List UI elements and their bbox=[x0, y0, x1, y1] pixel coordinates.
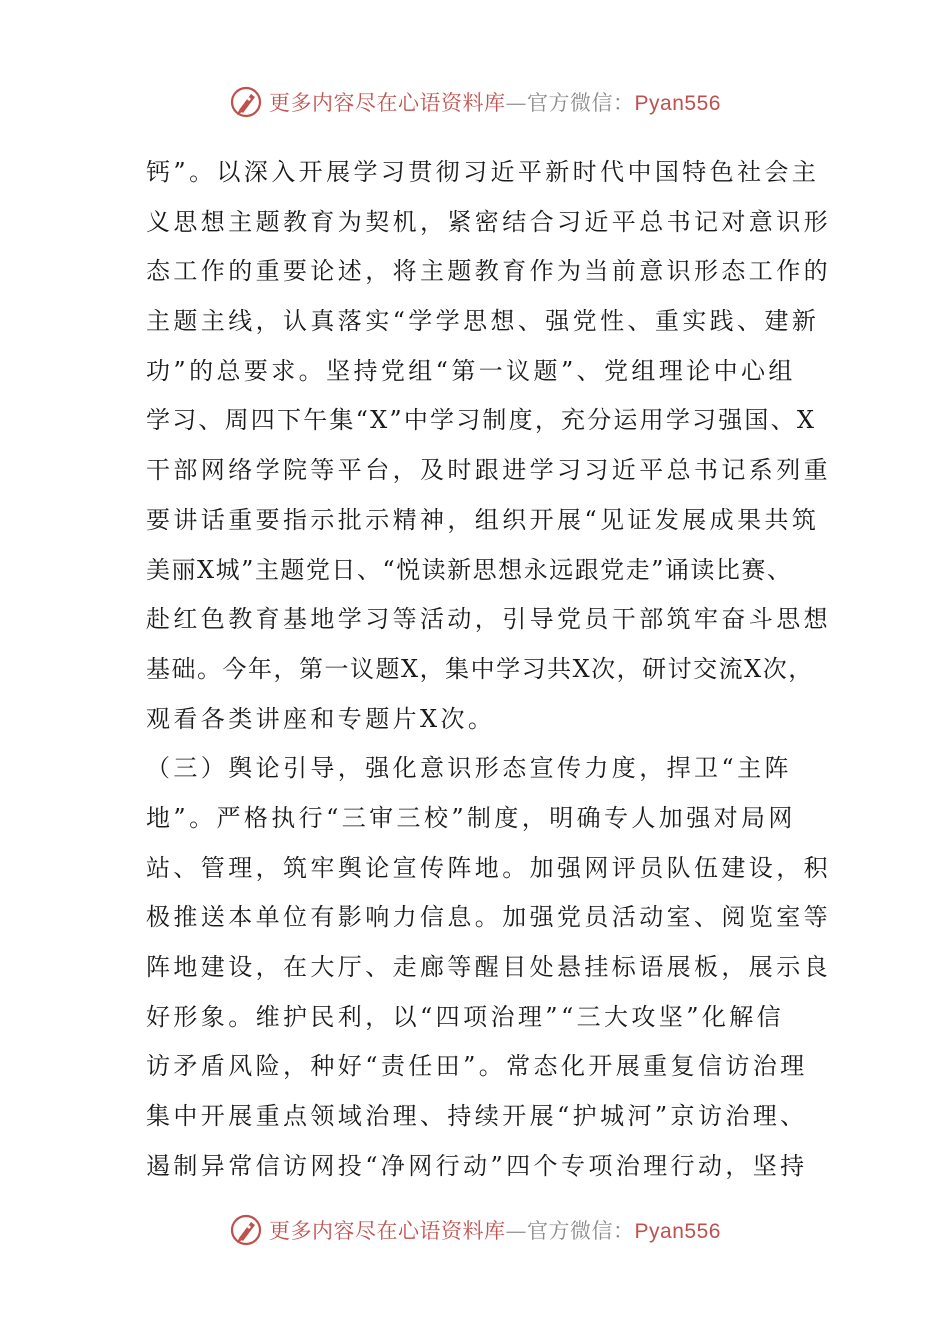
watermark-separator: — bbox=[505, 91, 528, 115]
watermark-account: Pyan556 bbox=[634, 92, 721, 115]
pen-nib-circle-icon bbox=[229, 1213, 263, 1247]
body-line: 赴红色教育基地学习等活动，引导党员干部筑牢奋斗思想 bbox=[146, 605, 831, 634]
watermark-separator: — bbox=[505, 1219, 528, 1243]
body-line: 阵地建设，在大厅、走廊等醒目处悬挂标语展板，展示良 bbox=[146, 953, 831, 981]
watermark-wechat-label: 官方微信： bbox=[527, 91, 635, 115]
body-line: 地”。严格执行“三审三校”制度，明确专人加强对局网 bbox=[146, 803, 796, 832]
body-line: 态工作的重要论述，将主题教育作为当前意识形态工作的 bbox=[146, 257, 831, 286]
watermark-site-text: 更多内容尽在心语资料库 bbox=[269, 1219, 506, 1243]
body-line: 集中开展重点领域治理、持续开展“护城河”京访治理、 bbox=[146, 1102, 808, 1131]
watermark-banner-top bbox=[0, 82, 950, 122]
body-line: 义思想主题教育为契机，紧密结合习近平总书记对意识形 bbox=[146, 207, 831, 236]
watermark-text bbox=[269, 87, 721, 117]
watermark-account: Pyan556 bbox=[634, 1220, 721, 1243]
body-line: 访矛盾风险，种好“责任田”。常态化开展重复信访治理 bbox=[146, 1052, 808, 1081]
body-line: 功”的总要求。坚持党组“第一议题”、党组理论中心组 bbox=[146, 356, 796, 385]
body-line: 要讲话重要指示批示精神，组织开展“见证发展成果共筑 bbox=[146, 505, 820, 534]
body-line: 遏制异常信访网投“净网行动”四个专项治理行动，坚持 bbox=[146, 1151, 808, 1180]
watermark-text bbox=[269, 1215, 721, 1245]
body-line: 极推送本单位有影响力信息。加强党员活动室、阅览室等 bbox=[146, 903, 831, 932]
body-line: 站、管理，筑牢舆论宣传阵地。加强网评员队伍建设，积 bbox=[146, 853, 831, 882]
body-line: 美丽X城”主题党日、“悦读新思想永远跟党走”诵读比赛、 bbox=[146, 555, 793, 584]
body-line: 钙”。以深入开展学习贯彻习近平新时代中国特色社会主 bbox=[146, 158, 820, 186]
body-line: 好形象。维护民利，以“四项治理”“三大攻坚”化解信 bbox=[146, 1002, 785, 1031]
pen-nib-circle-icon bbox=[229, 85, 263, 119]
body-line: 干部网络学院等平台，及时跟进学习习近平总书记系列重 bbox=[146, 456, 831, 485]
body-line: 观看各类讲座和专题片X次。 bbox=[146, 704, 496, 733]
watermark-banner-bottom bbox=[0, 1210, 950, 1250]
document-body bbox=[146, 148, 831, 1191]
watermark-site-text: 更多内容尽在心语资料库 bbox=[269, 91, 506, 115]
body-line: 基础。今年，第一议题X，集中学习共X次，研讨交流X次， bbox=[146, 654, 814, 683]
section-heading-line: （三）舆论引导，强化意识形态宣传力度，捍卫“主阵 bbox=[146, 754, 792, 783]
body-line: 主题主线，认真落实“学学思想、强党性、重实践、建新 bbox=[146, 307, 820, 336]
watermark-wechat-label: 官方微信： bbox=[527, 1219, 635, 1243]
body-line: 学习、周四下午集“X”中学习制度，充分运用学习强国、X bbox=[146, 406, 817, 435]
